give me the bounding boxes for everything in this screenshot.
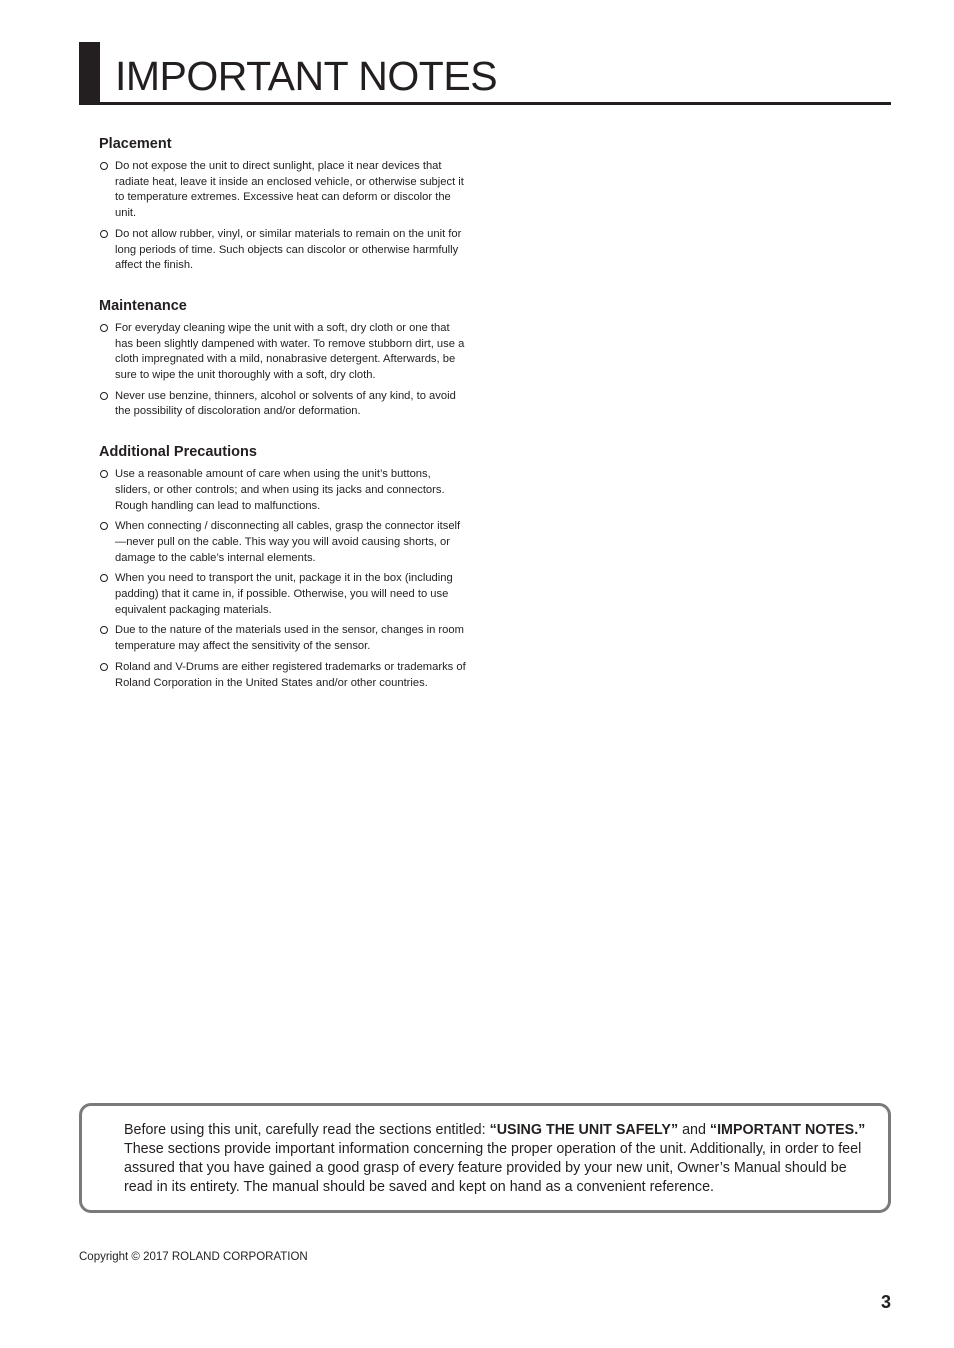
bullet-list <box>99 467 469 691</box>
bullet-circle-icon <box>100 626 108 634</box>
list-item <box>99 467 469 514</box>
copyright-text: Copyright © 2017 ROLAND CORPORATION <box>79 1251 308 1263</box>
list-item-text: Use a reasonable amount of care when using the unit’s buttons, sliders, or other controls; and when using its jacks and connectors. Rough handling can lead to malfunctions. <box>115 468 445 512</box>
section-heading: Additional Precautions <box>99 444 257 461</box>
list-item <box>99 321 469 384</box>
list-item <box>99 519 469 566</box>
bullet-circle-icon <box>100 663 108 671</box>
bullet-circle-icon <box>100 162 108 170</box>
section-additional-precautions <box>99 442 469 691</box>
bullet-circle-icon <box>100 392 108 400</box>
notice-rest: These sections provide important information concerning the proper operation of the unit. Additionally, in order to feel assured that you have gained a good grasp of every feature provided by your new unit, Owner’s Manual should be read in its entirety. The manual should be saved and kept on hand as a convenient reference. <box>124 1141 862 1195</box>
list-item <box>99 571 469 618</box>
read-first-notice-box <box>79 1103 891 1213</box>
notice-ref-important-notes: “IMPORTANT NOTES.” <box>709 1122 866 1138</box>
list-item-text: Never use benzine, thinners, alcohol or solvents of any kind, to avoid the possibility of discoloration and/or deformation. <box>115 389 456 418</box>
bullet-list <box>99 321 469 420</box>
list-item <box>99 660 469 691</box>
page-title: IMPORTANT NOTES <box>115 53 498 99</box>
title-marker-block <box>79 42 100 105</box>
list-item-text: When you need to transport the unit, package it in the box (including padding) that it came in, if possible. Otherwise, you will need to use equivalent packaging materials. <box>115 572 453 616</box>
page-number: 3 <box>880 1292 891 1312</box>
section-maintenance <box>99 296 469 420</box>
list-item <box>99 159 469 222</box>
notice-text <box>124 1121 874 1197</box>
list-item <box>99 389 469 420</box>
section-heading: Maintenance <box>99 297 187 314</box>
section-heading: Placement <box>99 136 172 152</box>
list-item <box>99 623 469 654</box>
list-item-text: Do not expose the unit to direct sunlight, place it near devices that radiate heat, leave it inside an enclosed vehicle, or otherwise subject it to temperature extremes. Excessive heat can deform or discolor the unit. <box>115 160 464 220</box>
list-item-text: For everyday cleaning wipe the unit with a soft, dry cloth or one that has been slightly dampened with water. To remove stubborn dirt, use a cloth impregnated with a mild, nonabrasive detergent. Afterwards, be sure to wipe the unit thoroughly with a soft, dry cloth. <box>115 321 465 382</box>
bullet-list <box>99 159 469 274</box>
list-item-text: When connecting / disconnecting all cables, grasp the connector itself—never pull on the cable. This way you will avoid causing shorts, or damage to the cable’s internal elements. <box>115 520 461 564</box>
notice-intro: Before using this unit, carefully read the sections entitled: <box>124 1122 490 1138</box>
section-placement <box>99 134 469 274</box>
bullet-circle-icon <box>100 230 108 238</box>
notes-column <box>99 134 469 713</box>
bullet-circle-icon <box>100 522 108 530</box>
list-item-text: Due to the nature of the materials used in the sensor, changes in room temperature may affect the sensitivity of the sensor. <box>115 624 464 653</box>
page-title-bar <box>79 42 891 105</box>
bullet-circle-icon <box>100 470 108 478</box>
list-item-text: Do not allow rubber, vinyl, or similar materials to remain on the unit for long periods of time. Such objects can discolor or otherwise harmfully affect the finish. <box>115 227 462 272</box>
bullet-circle-icon <box>100 574 108 582</box>
bullet-circle-icon <box>100 324 108 332</box>
notice-and: and <box>678 1122 710 1138</box>
list-item <box>99 227 469 274</box>
notice-ref-using-unit-safely: “USING THE UNIT SAFELY” <box>489 1122 679 1138</box>
list-item-text: Roland and V-Drums are either registered trademarks or trademarks of Roland Corporation in the United States and/or other countries. <box>115 660 466 689</box>
